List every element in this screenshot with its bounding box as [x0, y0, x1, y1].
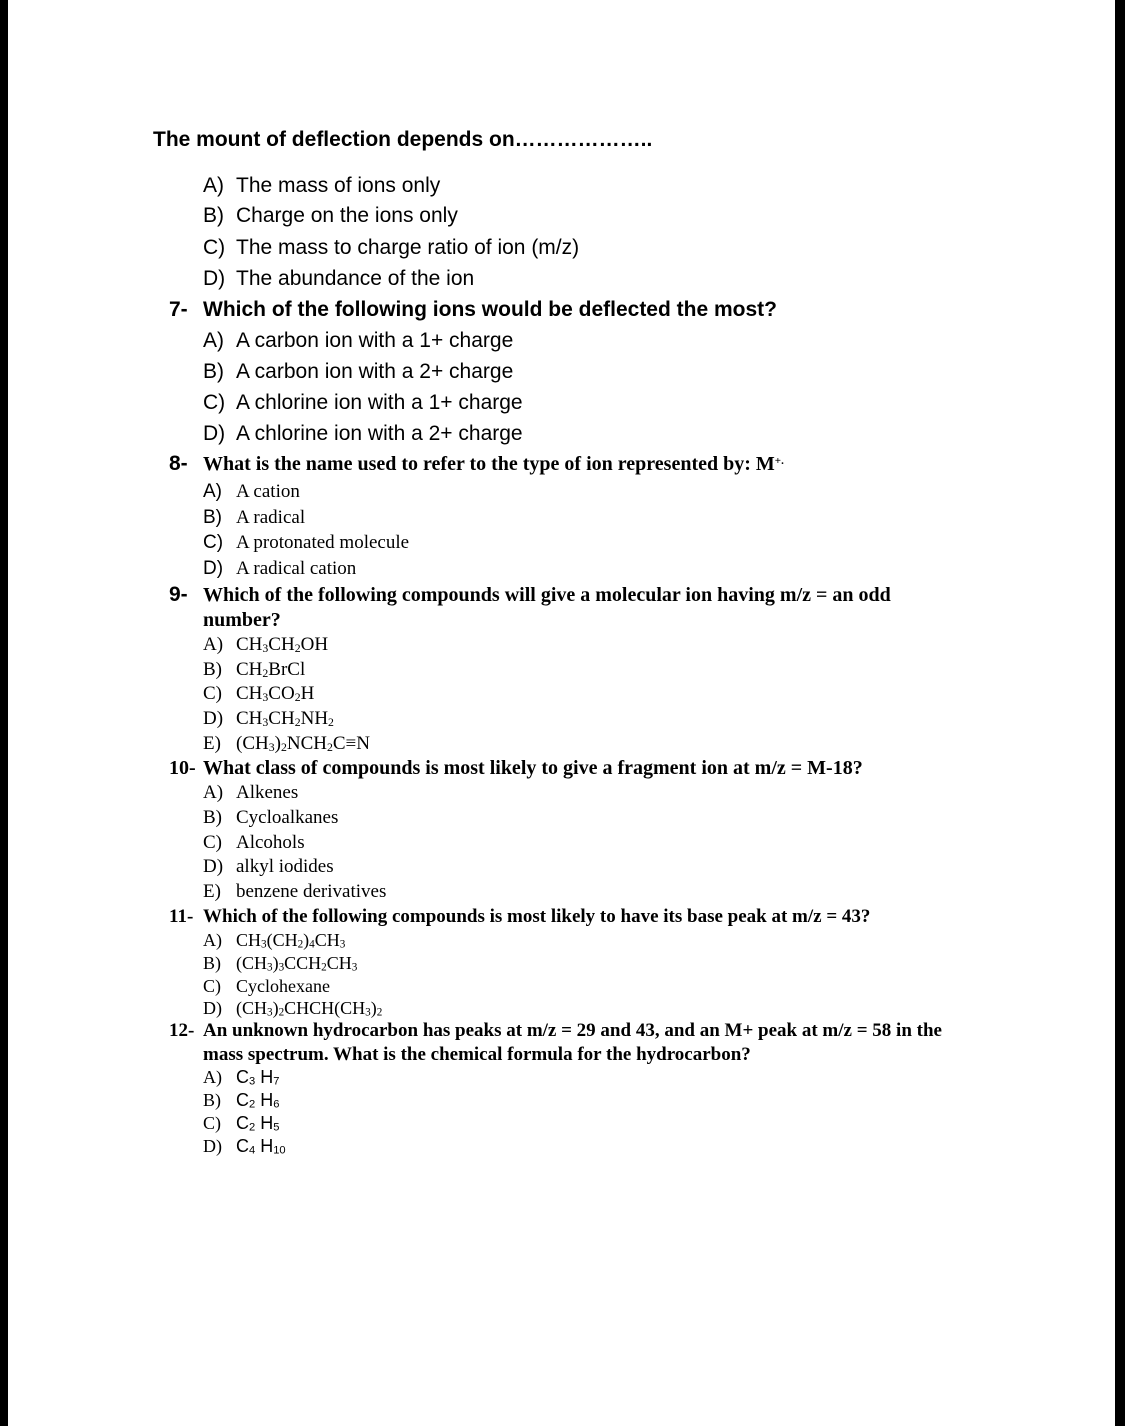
q10-option-a: A) Alkenes [203, 782, 299, 803]
q7-option-a: A) A carbon ion with a 1+ charge [203, 329, 514, 352]
q7-question: Which of the following ions would be deflected the most? [203, 298, 777, 321]
q7-option-d: D) A chlorine ion with a 2+ charge [203, 422, 523, 445]
q11-option-a: A) $CH_3(CH_2)_4CH_3$ [203, 930, 346, 951]
q11-option-d: D) $(CH_3)_2CHCH(CH_3)_2$ [203, 998, 383, 1019]
q8-question: What is the name used to refer to the type of ion represented by: M+. [203, 453, 784, 475]
intro-question: The mount of deflection depends on……………….. [153, 128, 653, 151]
q12-option-a: A) $C_3$ $H_7$ [203, 1067, 280, 1088]
q8-option-b: B) A radical [203, 507, 306, 528]
q12-option-c: C) $C_2$ $H_5$ [203, 1113, 280, 1134]
q8-option-d: D) A radical cation [203, 558, 357, 579]
q12-question-line1: An unknown hydrocarbon has peaks at m/z = 29 and 43, and an M+ peak at m/z = 58 in the [203, 1020, 942, 1041]
intro-option-a: A) The mass of ions only [203, 174, 441, 197]
q10-option-d: D) alkyl iodides [203, 856, 334, 877]
q10-option-e: E) benzene derivatives [203, 881, 387, 902]
q9-option-a: A) $CH_3CH_2OH$ [203, 634, 329, 655]
q8-option-c: C) A protonated molecule [203, 532, 410, 553]
q7-option-c: C) A chlorine ion with a 1+ charge [203, 391, 523, 414]
q10-option-b: B) Cycloalkanes [203, 807, 339, 828]
intro-option-d: D) The abundance of the ion [203, 267, 475, 290]
q10-question: What class of compounds is most likely to give a fragment ion at m/z = M-18? [203, 757, 863, 779]
intro-option-b: B) Charge on the ions only [203, 204, 458, 227]
q9-question-line1: Which of the following compounds will give a molecular ion having m/z = an odd [203, 584, 891, 606]
q9-option-d: D) $CH_3CH_2NH_2$ [203, 708, 334, 729]
q8-number: 8- [169, 452, 188, 475]
q10-option-c: C) Alcohols [203, 832, 305, 853]
q12-option-d: D) $C_4$ $H_{10}$ [203, 1136, 286, 1157]
q12-number: 12- [169, 1020, 195, 1041]
q11-number: 11- [169, 906, 194, 927]
q11-option-c: C) Cyclohexane [203, 976, 330, 996]
document-page [8, 0, 1115, 1426]
q9-option-b: B) $CH_2BrCl$ [203, 659, 306, 680]
q9-question-line2: number? [203, 609, 281, 631]
q12-option-b: B) $C_2$ $H_6$ [203, 1090, 280, 1111]
q7-option-b: B) A carbon ion with a 2+ charge [203, 360, 514, 383]
q9-number: 9- [169, 583, 188, 606]
q12-question-line2: mass spectrum. What is the chemical formula for the hydrocarbon? [203, 1044, 751, 1065]
intro-option-c: C) The mass to charge ratio of ion (m/z) [203, 236, 580, 259]
q11-option-b: B) $(CH_3)_3CCH_2CH_3$ [203, 953, 358, 974]
q11-question: Which of the following compounds is most likely to have its base peak at m/z = 43? [203, 906, 871, 927]
q7-number: 7- [169, 298, 188, 321]
q9-option-c: C) $CH_3CO_2H$ [203, 683, 315, 704]
q8-option-a: A) A cation [203, 481, 300, 502]
q10-number: 10- [169, 757, 196, 779]
q9-option-e: E) $(CH_3)_2NCH_2C\equiv N$ [203, 733, 370, 754]
